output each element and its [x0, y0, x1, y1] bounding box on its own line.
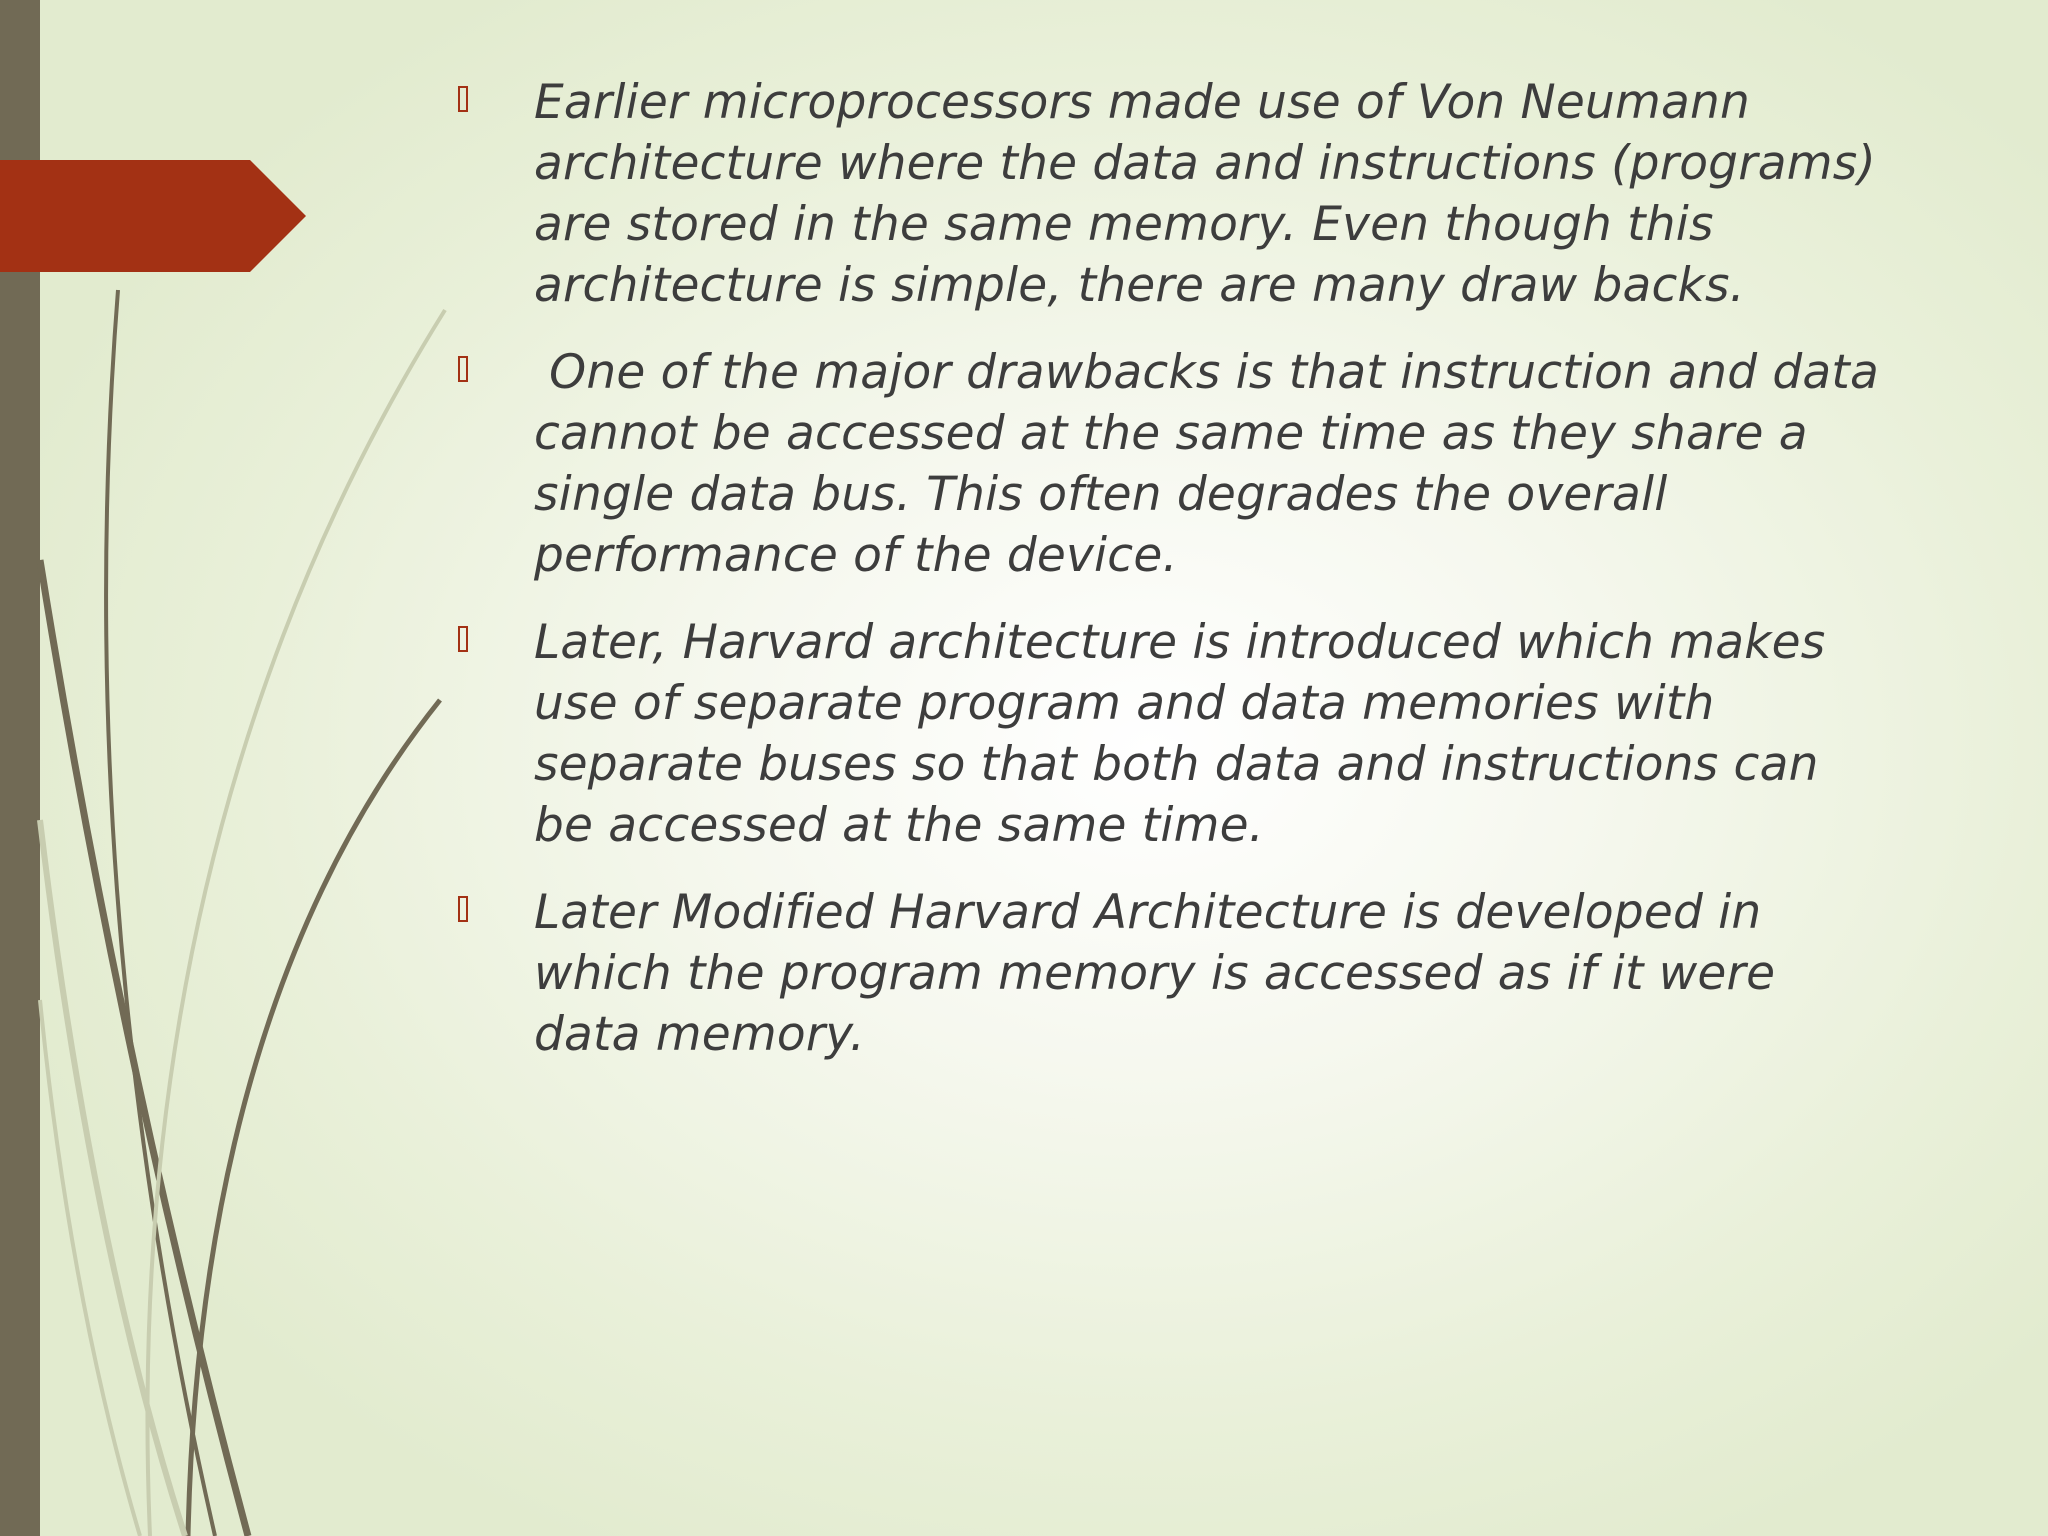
bullet-text: Earlier microprocessors made use of Von Neumann architecture where the data and instructions (programs) are stored in the same memory. Even though this architecture is simple, there are many draw backs.: [534, 75, 1892, 313]
bullet-text: Later Modified Harvard Architecture is developed in which the program memory is accessed as if it were data memory.: [534, 885, 1791, 1062]
bullet-text: Later, Harvard architecture is introduced which makes use of separate program and data memories with separate buses so that both data and instructions can be accessed at the same time.: [534, 615, 1841, 853]
bullet-item: [450, 882, 1890, 1065]
bullet-item: [450, 612, 1890, 856]
square-bullet-icon: [458, 356, 468, 382]
square-bullet-icon: [458, 626, 468, 652]
bullet-text: One of the major drawbacks is that instruction and data cannot be accessed at the same time as they share a single data bus. This often degrades the overall performance of the device.: [534, 345, 1895, 583]
arrow-tab: [0, 160, 306, 272]
bullet-item: [450, 72, 1890, 316]
bullet-item: [450, 342, 1895, 586]
square-bullet-icon: [458, 896, 468, 922]
square-bullet-icon: [458, 86, 468, 112]
slide-content: [450, 72, 1895, 1091]
bullet-list: [450, 72, 1895, 1065]
